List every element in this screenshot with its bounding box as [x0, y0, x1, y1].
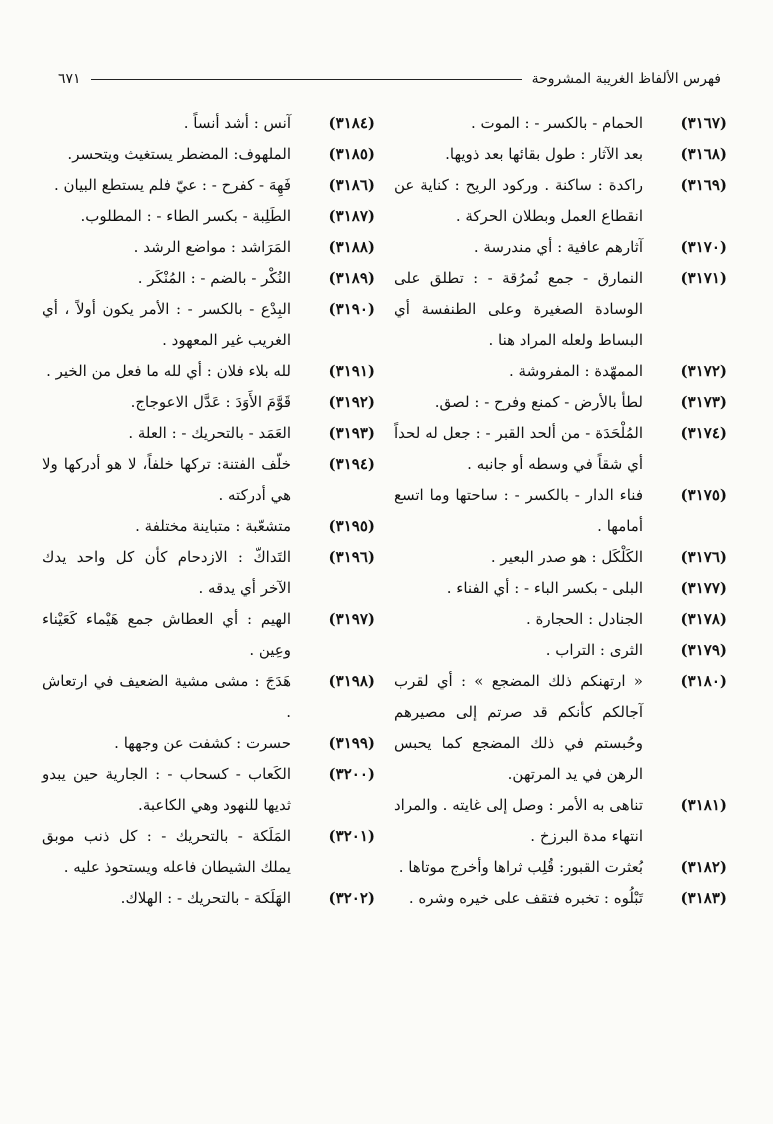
- glossary-entry: [40, 511, 375, 542]
- glossary-entry: [40, 387, 375, 418]
- glossary-entry: [40, 449, 375, 511]
- entry-text: الثرى : التراب .: [545, 641, 643, 659]
- left-column: [40, 108, 375, 914]
- entry-text: آثارهم عافية : أي مندرسة .: [473, 238, 643, 256]
- header-rule: [91, 79, 522, 80]
- glossary-entry: [392, 356, 727, 387]
- entry-number: (٣١٨٥): [328, 145, 375, 163]
- entry-number: (٣١٧٣): [680, 393, 727, 411]
- entry-number: (٣١٩٥): [328, 517, 375, 535]
- entry-text: لطأ بالأرض - كمنع وفرح - : لصق.: [434, 393, 643, 411]
- entry-number: (٣١٦٩): [680, 176, 727, 194]
- entry-number: (٣٢٠٢): [328, 889, 375, 907]
- entry-text: النمارق - جمع نُمرُقة - : تطلق على الوسادة الصغيرة وعلى الطنفسة أي البساط ولعله المراد هنا .: [394, 269, 643, 349]
- entry-text: الجنادل : الحجارة .: [526, 610, 643, 628]
- entry-number: (٣٢٠٠): [328, 765, 375, 783]
- glossary-entry: [392, 635, 727, 666]
- glossary-entry: [392, 542, 727, 573]
- entry-text: خلّف الفتنة: تركها خلفاً، لا هو أدركها ولا هي أدركته .: [42, 455, 291, 504]
- entry-number: (٣١٩٦): [328, 548, 375, 566]
- running-title: فهرس الألفاظ الغريبة المشروحة: [531, 71, 721, 87]
- entry-text: الطَلِبة - بكسر الطاء - : المطلوب.: [80, 207, 291, 225]
- entry-number: (٣١٨٣): [680, 889, 727, 907]
- entry-number: (٣١٨١): [680, 796, 727, 814]
- glossary-entry: [40, 108, 375, 139]
- entry-text: تَبْلُوه : تخبره فتقف على خيره وشره .: [408, 889, 643, 907]
- glossary-entry: [40, 170, 375, 201]
- glossary-entry: [392, 418, 727, 480]
- glossary-entry: [392, 170, 727, 232]
- page-number: ٦٧١: [58, 71, 81, 87]
- glossary-entry: [392, 263, 727, 356]
- page-header: [58, 66, 721, 92]
- glossary-entry: [392, 790, 727, 852]
- entry-number: (٣١٩٣): [328, 424, 375, 442]
- entry-text: تناهى به الأمر : وصل إلى غايته . والمراد انتهاء مدة البرزخ .: [394, 796, 643, 845]
- right-column: [392, 108, 727, 914]
- entry-number: (٣١٧١): [680, 269, 727, 287]
- entry-number: (٣١٩١): [328, 362, 375, 380]
- glossary-entry: [392, 139, 727, 170]
- glossary-entry: [392, 852, 727, 883]
- entry-text: الهَلَكة - بالتحريك - : الهلاك.: [120, 889, 291, 907]
- entry-text: فَهِهَ - كفرح - : عيّ فلم يستطع البيان .: [53, 176, 291, 194]
- glossary-entry: [392, 480, 727, 542]
- entry-number: (٣١٨٠): [680, 672, 727, 690]
- glossary-entry: [40, 263, 375, 294]
- entry-text: العَمَد - بالتحريك - : العلة .: [128, 424, 291, 442]
- entry-text: لله بلاء فلان : أي لله ما فعل من الخير .: [46, 362, 291, 380]
- entry-number: (٣٢٠١): [328, 827, 375, 845]
- entry-text: البلى - بكسر الباء - : أي الفناء .: [446, 579, 643, 597]
- entry-text: الممهّدة : المفروشة .: [509, 362, 643, 380]
- entry-number: (٣١٧٩): [680, 641, 727, 659]
- glossary-entry: [40, 201, 375, 232]
- entry-number: (٣١٨٩): [328, 269, 375, 287]
- glossary-entry: [392, 573, 727, 604]
- entry-number: (٣١٧٤): [680, 424, 727, 442]
- entry-number: (٣١٩٧): [328, 610, 375, 628]
- entry-text: حسرت : كشفت عن وجهها .: [114, 734, 291, 752]
- entry-text: بُعثرت القبور: قُلِب ثراها وأخرج موتاها .: [398, 858, 643, 876]
- glossary-entry: [40, 139, 375, 170]
- glossary-entry: [392, 883, 727, 914]
- entry-text: الكَعاب - كسحاب - : الجارية حين يبدو ثديها للنهود وهي الكاعبة.: [42, 765, 291, 814]
- entry-number: (٣١٧٠): [680, 238, 727, 256]
- entry-text: المَلَكة - بالتحريك - : كل ذنب موبق يملك الشيطان فاعله ويستحوذ عليه .: [42, 827, 291, 876]
- glossary-entry: [392, 666, 727, 790]
- entry-number: (٣١٧٨): [680, 610, 727, 628]
- glossary-entry: [40, 821, 375, 883]
- entry-number: (٣١٩٨): [328, 672, 375, 690]
- entry-number: (٣١٦٨): [680, 145, 727, 163]
- entry-text: الملهوف: المضطر يستغيث ويتحسر.: [67, 145, 291, 163]
- glossary-entry: [40, 542, 375, 604]
- entry-number: (٣١٧٦): [680, 548, 727, 566]
- entry-number: (٣١٧٢): [680, 362, 727, 380]
- entry-number: (٣١٩٩): [328, 734, 375, 752]
- entry-number: (٣١٧٥): [680, 486, 727, 504]
- entry-text: التَداكّ : الازدحام كأن كل واحد يدك الآخر أي يدقه .: [42, 548, 291, 597]
- entry-number: (٣١٨٨): [328, 238, 375, 256]
- glossary-entry: [40, 232, 375, 263]
- entry-text: « ارتهنكم ذلك المضجع » : أي لقرب آجالكم كأنكم قد صرتم إلى مصيرهم وحُبستم في ذلك المضجع كما يحبس الرهن في يد المرتهن.: [394, 672, 643, 783]
- entry-text: قَوَّمَ الأَوَدَ : عَدَّل الاعوجاج.: [130, 393, 291, 411]
- glossary-entry: [40, 604, 375, 666]
- entry-text: النُكْر - بالضم - : المُنْكَر .: [137, 269, 291, 287]
- entry-text: الحمام - بالكسر - : الموت .: [470, 114, 643, 132]
- entry-text: الكَلْكَل : هو صدر البعير .: [490, 548, 643, 566]
- entry-text: بعد الآثار : طول بقائها بعد ذويها.: [445, 145, 643, 163]
- glossary-entry: [40, 294, 375, 356]
- entry-number: (٣١٦٧): [680, 114, 727, 132]
- glossary-entry: [392, 108, 727, 139]
- glossary-entry: [40, 883, 375, 914]
- entry-number: (٣١٩٢): [328, 393, 375, 411]
- glossary-entry: [392, 387, 727, 418]
- glossary-entry: [40, 666, 375, 728]
- glossary-entry: [392, 604, 727, 635]
- entry-text: المُلْحَدَة - من ألحد القبر - : جعل له لحداً أي شقاً في وسطه أو جانبه .: [394, 424, 643, 473]
- glossary-entry: [40, 759, 375, 821]
- entry-text: هَدَجَ : مشى مشية الضعيف في ارتعاش .: [42, 672, 291, 721]
- entry-text: فناء الدار - بالكسر - : ساحتها وما اتسع أمامها .: [394, 486, 643, 535]
- entry-number: (٣١٨٧): [328, 207, 375, 225]
- entry-text: متشعّبة : متباينة مختلفة .: [135, 517, 291, 535]
- glossary-entry: [392, 232, 727, 263]
- entry-number: (٣١٩٤): [328, 455, 375, 473]
- entry-number: (٣١٨٤): [328, 114, 375, 132]
- entry-number: (٣١٩٠): [328, 300, 375, 318]
- entry-text: المَرَاشد : مواضع الرشد .: [133, 238, 291, 256]
- glossary-entry: [40, 728, 375, 759]
- entry-text: البِدْع - بالكسر - : الأمر يكون أولاً ، أي الغريب غير المعهود .: [42, 300, 291, 349]
- entry-number: (٣١٨٢): [680, 858, 727, 876]
- entry-text: آنس : أشد أنساً .: [183, 114, 291, 132]
- entry-text: الهيم : أي العطاش جمع هَيْماء كَعَيْناء وعِين .: [42, 610, 291, 659]
- entry-number: (٣١٧٧): [680, 579, 727, 597]
- glossary-entry: [40, 418, 375, 449]
- entry-number: (٣١٨٦): [328, 176, 375, 194]
- glossary-entry: [40, 356, 375, 387]
- entry-text: راكدة : ساكنة . وركود الريح : كناية عن انقطاع العمل وبطلان الحركة .: [394, 176, 643, 225]
